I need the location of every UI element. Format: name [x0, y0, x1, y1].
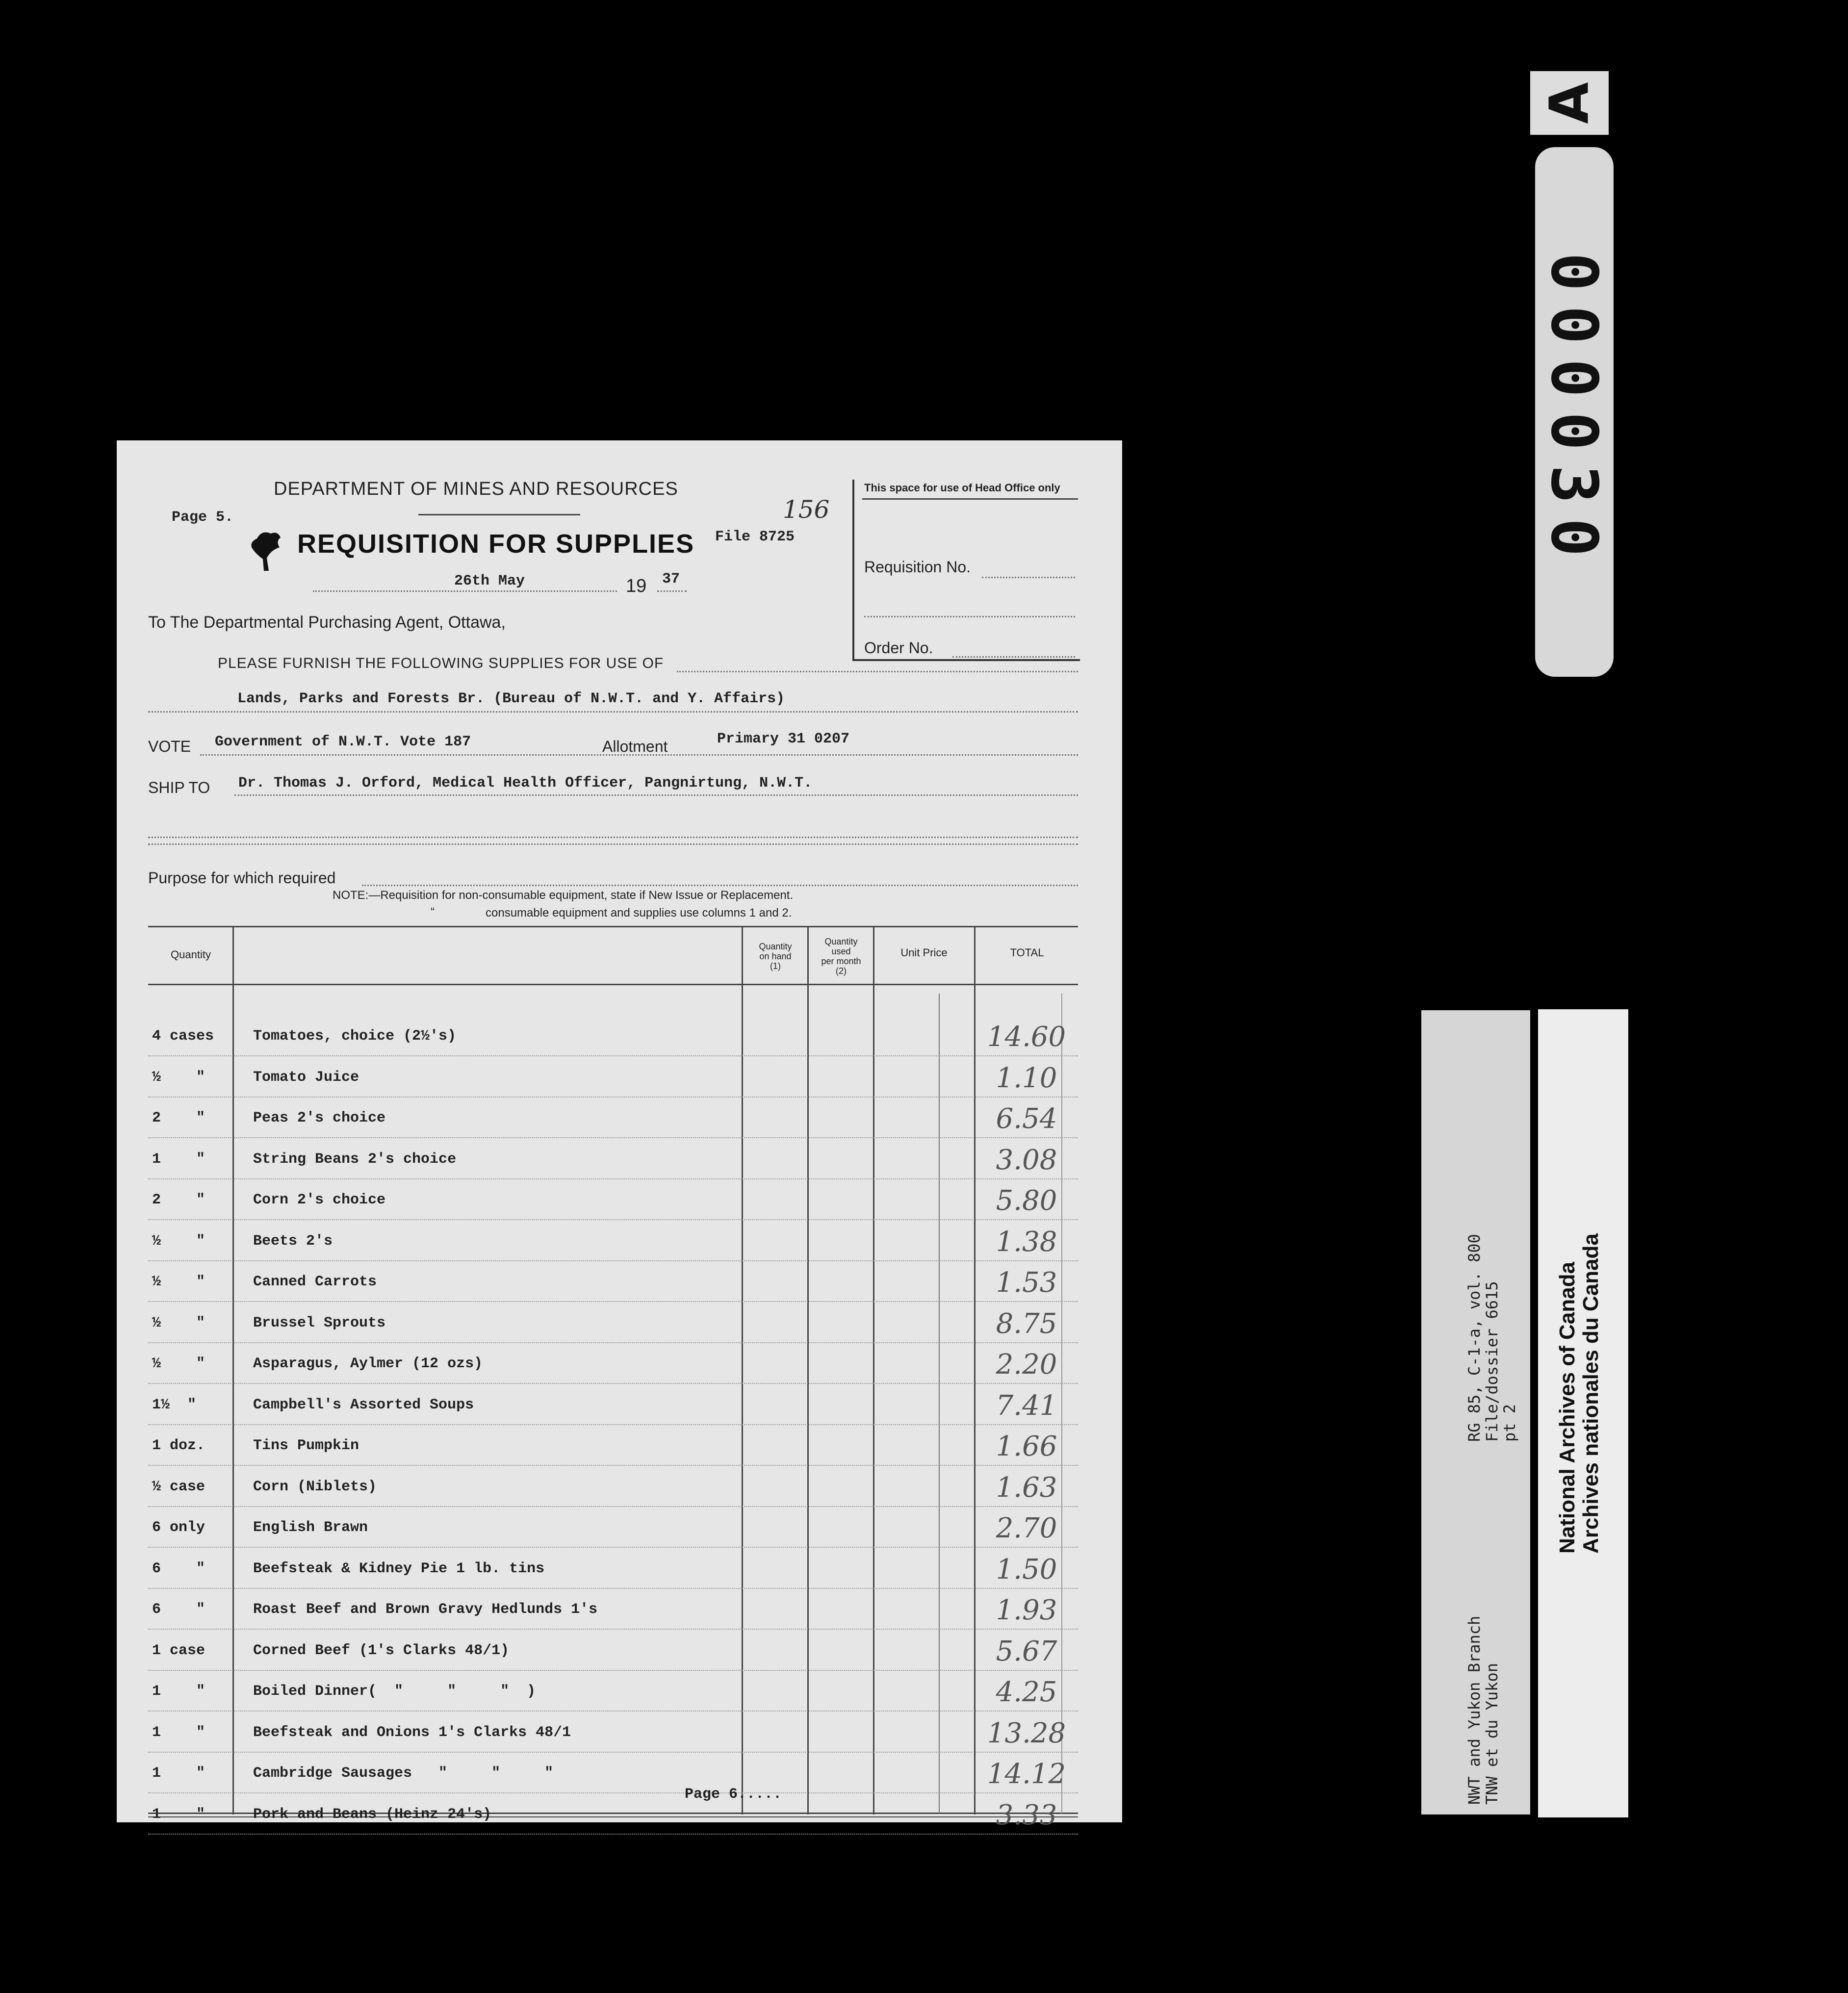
- branch-fill-line: [148, 711, 1078, 713]
- row-rule: [148, 1260, 1078, 1261]
- item-total: 1.10: [996, 1062, 1057, 1094]
- item-quantity: ½ case: [152, 1479, 205, 1495]
- continued-label: Page 6.....: [685, 1786, 782, 1803]
- row-rule: [148, 1178, 1078, 1179]
- item-description: Brussel Sprouts: [253, 1315, 386, 1331]
- used-line-3: per month: [821, 956, 861, 966]
- head-office-title: This space for use of Head Office only: [864, 482, 1060, 494]
- used-line-1: Quantity: [824, 937, 858, 946]
- to-line: To The Departmental Purchasing Agent, Ottawa,: [148, 613, 506, 632]
- table-row: [117, 1308, 1122, 1340]
- archive-name-block: [1556, 1233, 1603, 1554]
- item-description: Beefsteak & Kidney Pie 1 lb. tins: [253, 1560, 545, 1577]
- row-rule: [148, 1097, 1078, 1098]
- item-description: Tomatoes, choice (2½'s): [253, 1028, 457, 1045]
- on-hand-line-3: (1): [770, 961, 781, 971]
- item-description: Corn 2's choice: [253, 1192, 386, 1208]
- row-rule: [148, 1711, 1078, 1712]
- item-quantity: 1 ": [152, 1724, 205, 1741]
- table-row: [117, 1267, 1122, 1299]
- item-total: 1.53: [996, 1267, 1057, 1299]
- date-day: 26th May: [454, 573, 525, 589]
- item-quantity: 6 ": [152, 1601, 205, 1618]
- archive-branch-block: [1465, 1616, 1501, 1805]
- table-header-rule: [148, 984, 1078, 985]
- table-row: [117, 1635, 1122, 1668]
- date-century: 19: [626, 576, 647, 596]
- item-description: String Beans 2's choice: [253, 1151, 457, 1168]
- row-rule: [148, 1588, 1078, 1589]
- branch-line: Lands, Parks and Forests Br. (Bureau of N.W.T. and Y. Affairs): [237, 690, 785, 707]
- row-rule: [148, 1055, 1078, 1056]
- archive-name-fr: Archives nationales du Canada: [1579, 1233, 1603, 1554]
- item-quantity: 1 case: [152, 1642, 205, 1659]
- item-total: 2.70: [996, 1512, 1057, 1544]
- row-rule: [148, 1383, 1078, 1384]
- table-row: [117, 1512, 1122, 1545]
- note-line-1: [333, 889, 793, 902]
- item-total: 14.12: [987, 1758, 1066, 1790]
- archive-branch-line-2: TNW et du Yukon: [1483, 1663, 1501, 1805]
- on-hand-line-1: Quantity: [759, 942, 792, 951]
- table-top-rule: [148, 926, 1078, 927]
- item-total: 1.66: [996, 1431, 1057, 1462]
- item-quantity: 6 ": [152, 1560, 205, 1577]
- item-description: Cambridge Sausages " " ": [253, 1765, 554, 1782]
- item-quantity: 1½ ": [152, 1397, 197, 1413]
- col-header-unit-price: Unit Price: [900, 946, 948, 959]
- col-header-used: [809, 937, 873, 976]
- department-heading: DEPARTMENT OF MINES AND RESOURCES: [274, 479, 678, 499]
- table-row: [117, 1472, 1122, 1504]
- table-row: [117, 1349, 1122, 1381]
- ship-to-fill-line-2: [148, 837, 1078, 838]
- item-quantity: 4 cases: [152, 1028, 214, 1045]
- item-quantity: 6 only: [152, 1519, 205, 1536]
- row-rule: [148, 1834, 1078, 1835]
- row-rule: [148, 1506, 1078, 1507]
- furnish-fill-line: [677, 671, 1078, 672]
- row-rule: [148, 1342, 1078, 1343]
- row-rule: [148, 1547, 1078, 1548]
- row-rule: [148, 1792, 1078, 1793]
- item-total: 8.75: [996, 1308, 1057, 1340]
- heading-rule: [418, 514, 580, 515]
- item-description: English Brawn: [253, 1519, 368, 1536]
- row-rule: [148, 1629, 1078, 1630]
- ship-to-fill-line-3: [148, 843, 1078, 845]
- item-quantity: ½ ": [152, 1233, 205, 1250]
- form-title: REQUISITION FOR SUPPLIES: [297, 529, 695, 559]
- purpose-label: Purpose for which required: [148, 869, 336, 887]
- item-quantity: 1 ": [152, 1683, 205, 1700]
- item-description: Tins Pumpkin: [253, 1437, 359, 1454]
- item-total: 13.28: [987, 1717, 1066, 1749]
- item-quantity: 1 ": [152, 1765, 205, 1782]
- row-rule: [148, 1424, 1078, 1425]
- table-row: [117, 1717, 1122, 1750]
- note-text-1: —Requisition for non-consumable equipment, state if New Issue or Replacement.: [368, 889, 794, 902]
- col-header-total: TOTAL: [1010, 946, 1044, 959]
- item-description: Corn (Niblets): [253, 1479, 377, 1495]
- row-rule: [148, 1137, 1078, 1138]
- furnish-line: PLEASE FURNISH THE FOLLOWING SUPPLIES FOR USE OF: [218, 655, 664, 671]
- archive-branch-line-1: NWT and Yukon Branch: [1465, 1615, 1484, 1805]
- archive-name-en: National Archives of Canada: [1555, 1262, 1579, 1554]
- table-row: [117, 1433, 1122, 1463]
- page-label: Page 5.: [172, 509, 234, 526]
- head-office-blank-line: [864, 616, 1075, 617]
- item-description: Campbell's Assorted Soups: [253, 1397, 474, 1413]
- item-quantity: ½ ": [152, 1069, 205, 1086]
- head-office-box: [852, 480, 1080, 661]
- frame-number-holder: [1537, 162, 1612, 662]
- vote-fill-line: [200, 754, 1078, 756]
- item-total: 1.50: [996, 1554, 1057, 1585]
- item-total: 14.60: [987, 1021, 1066, 1053]
- archive-name-label: [1538, 1009, 1628, 1817]
- table-row: [117, 1103, 1122, 1135]
- item-quantity: 1 ": [152, 1806, 205, 1823]
- item-quantity: 2 ": [152, 1192, 205, 1208]
- order-no-line: [952, 656, 1075, 658]
- table-row: [117, 1554, 1122, 1586]
- note-mark: “: [431, 905, 435, 919]
- note-text-2: consumable equipment and supplies use columns 1 and 2.: [486, 906, 792, 920]
- ship-to-fill-line: [234, 794, 1078, 796]
- item-description: Canned Carrots: [253, 1274, 377, 1290]
- item-description: Boiled Dinner( " " " ): [253, 1683, 536, 1700]
- table-row: [117, 1758, 1122, 1790]
- table-row: [117, 1185, 1122, 1217]
- item-total: 1.38: [996, 1226, 1057, 1258]
- item-total: 3.33: [996, 1799, 1057, 1831]
- frame-letter-tag: [1530, 71, 1609, 135]
- row-rule: [148, 1219, 1078, 1220]
- item-description: Roast Beef and Brown Gravy Hedlunds 1's: [253, 1601, 598, 1618]
- item-quantity: ½ ": [152, 1315, 205, 1331]
- note-label: NOTE:: [333, 889, 369, 902]
- purpose-fill-line: [362, 885, 1078, 886]
- order-no-label: Order No.: [864, 639, 933, 657]
- table-row: [117, 1594, 1122, 1627]
- item-quantity: 1 doz.: [152, 1437, 205, 1454]
- requisition-form: [117, 440, 1122, 1831]
- item-description: Beets 2's: [253, 1233, 333, 1250]
- ship-to-value: Dr. Thomas J. Orford, Medical Health Officer, Pangnirtung, N.W.T.: [238, 775, 813, 792]
- on-hand-line-2: on hand: [759, 951, 792, 961]
- item-description: Pork and Beans (Heinz 24's): [253, 1806, 492, 1823]
- item-description: Tomato Juice: [253, 1069, 359, 1086]
- frame-letter: A: [1538, 82, 1601, 124]
- item-total: 5.80: [996, 1185, 1057, 1217]
- file-handwritten-number: 156: [783, 495, 830, 524]
- allotment-value: Primary 31 0207: [717, 731, 850, 747]
- archive-ref-block: [1465, 1234, 1518, 1442]
- frame-number: 000030: [1537, 253, 1612, 571]
- ship-to-label: SHIP TO: [148, 779, 210, 796]
- item-description: Peas 2's choice: [253, 1110, 386, 1126]
- used-line-2: used: [831, 946, 851, 956]
- item-total: 2.20: [996, 1349, 1057, 1380]
- row-rule: [148, 1465, 1078, 1466]
- row-rule: [148, 1301, 1078, 1302]
- date-year-line: [657, 590, 687, 592]
- row-rule: [148, 1670, 1078, 1671]
- table-row: [117, 1390, 1122, 1422]
- date-line: [313, 590, 617, 592]
- item-total: 3.08: [996, 1144, 1057, 1176]
- used-line-4: (2): [836, 966, 847, 976]
- item-quantity: 1 ": [152, 1151, 205, 1168]
- table-row: [117, 1062, 1122, 1095]
- requisition-no-line: [982, 577, 1075, 578]
- item-description: Asparagus, Aylmer (12 ozs): [253, 1355, 483, 1372]
- item-total: 5.67: [996, 1635, 1057, 1667]
- requisition-no-label: Requisition No.: [864, 558, 971, 576]
- table-row: [117, 1226, 1122, 1258]
- col-header-on-hand: [744, 942, 807, 971]
- head-office-rule: [862, 498, 1078, 500]
- col-header-quantity: Quantity: [171, 948, 211, 961]
- item-quantity: ½ ": [152, 1355, 205, 1372]
- item-quantity: ½ ": [152, 1274, 205, 1290]
- table-row: [117, 1144, 1122, 1176]
- file-label: File 8725: [715, 529, 795, 545]
- archive-ref-line-2: File/dossier 6615: [1483, 1281, 1501, 1442]
- item-total: 1.63: [996, 1472, 1057, 1504]
- item-quantity: 2 ": [152, 1110, 205, 1126]
- table-row: [117, 1799, 1122, 1832]
- item-total: 4.25: [996, 1676, 1057, 1708]
- archive-ref-line-1: RG 85, C-1-a, vol. 800: [1465, 1234, 1484, 1442]
- table-row: [117, 1021, 1122, 1053]
- date-year: 37: [662, 571, 680, 588]
- item-total: 1.93: [996, 1594, 1057, 1626]
- allotment-label: Allotment: [602, 738, 668, 755]
- row-rule: [148, 1752, 1078, 1753]
- item-description: Beefsteak and Onions 1's Clarks 48/1: [253, 1724, 571, 1741]
- vote-value: Government of N.W.T. Vote 187: [215, 734, 471, 750]
- item-description: Corned Beef (1's Clarks 48/1): [253, 1642, 510, 1659]
- archive-ref-line-3: pt 2: [1500, 1404, 1519, 1442]
- item-total: 6.54: [996, 1103, 1057, 1135]
- vote-label: VOTE: [148, 738, 191, 755]
- table-row: [117, 1676, 1122, 1709]
- archive-reference-label: [1421, 1010, 1530, 1814]
- crest-icon: [247, 529, 286, 573]
- item-total: 7.41: [996, 1390, 1057, 1422]
